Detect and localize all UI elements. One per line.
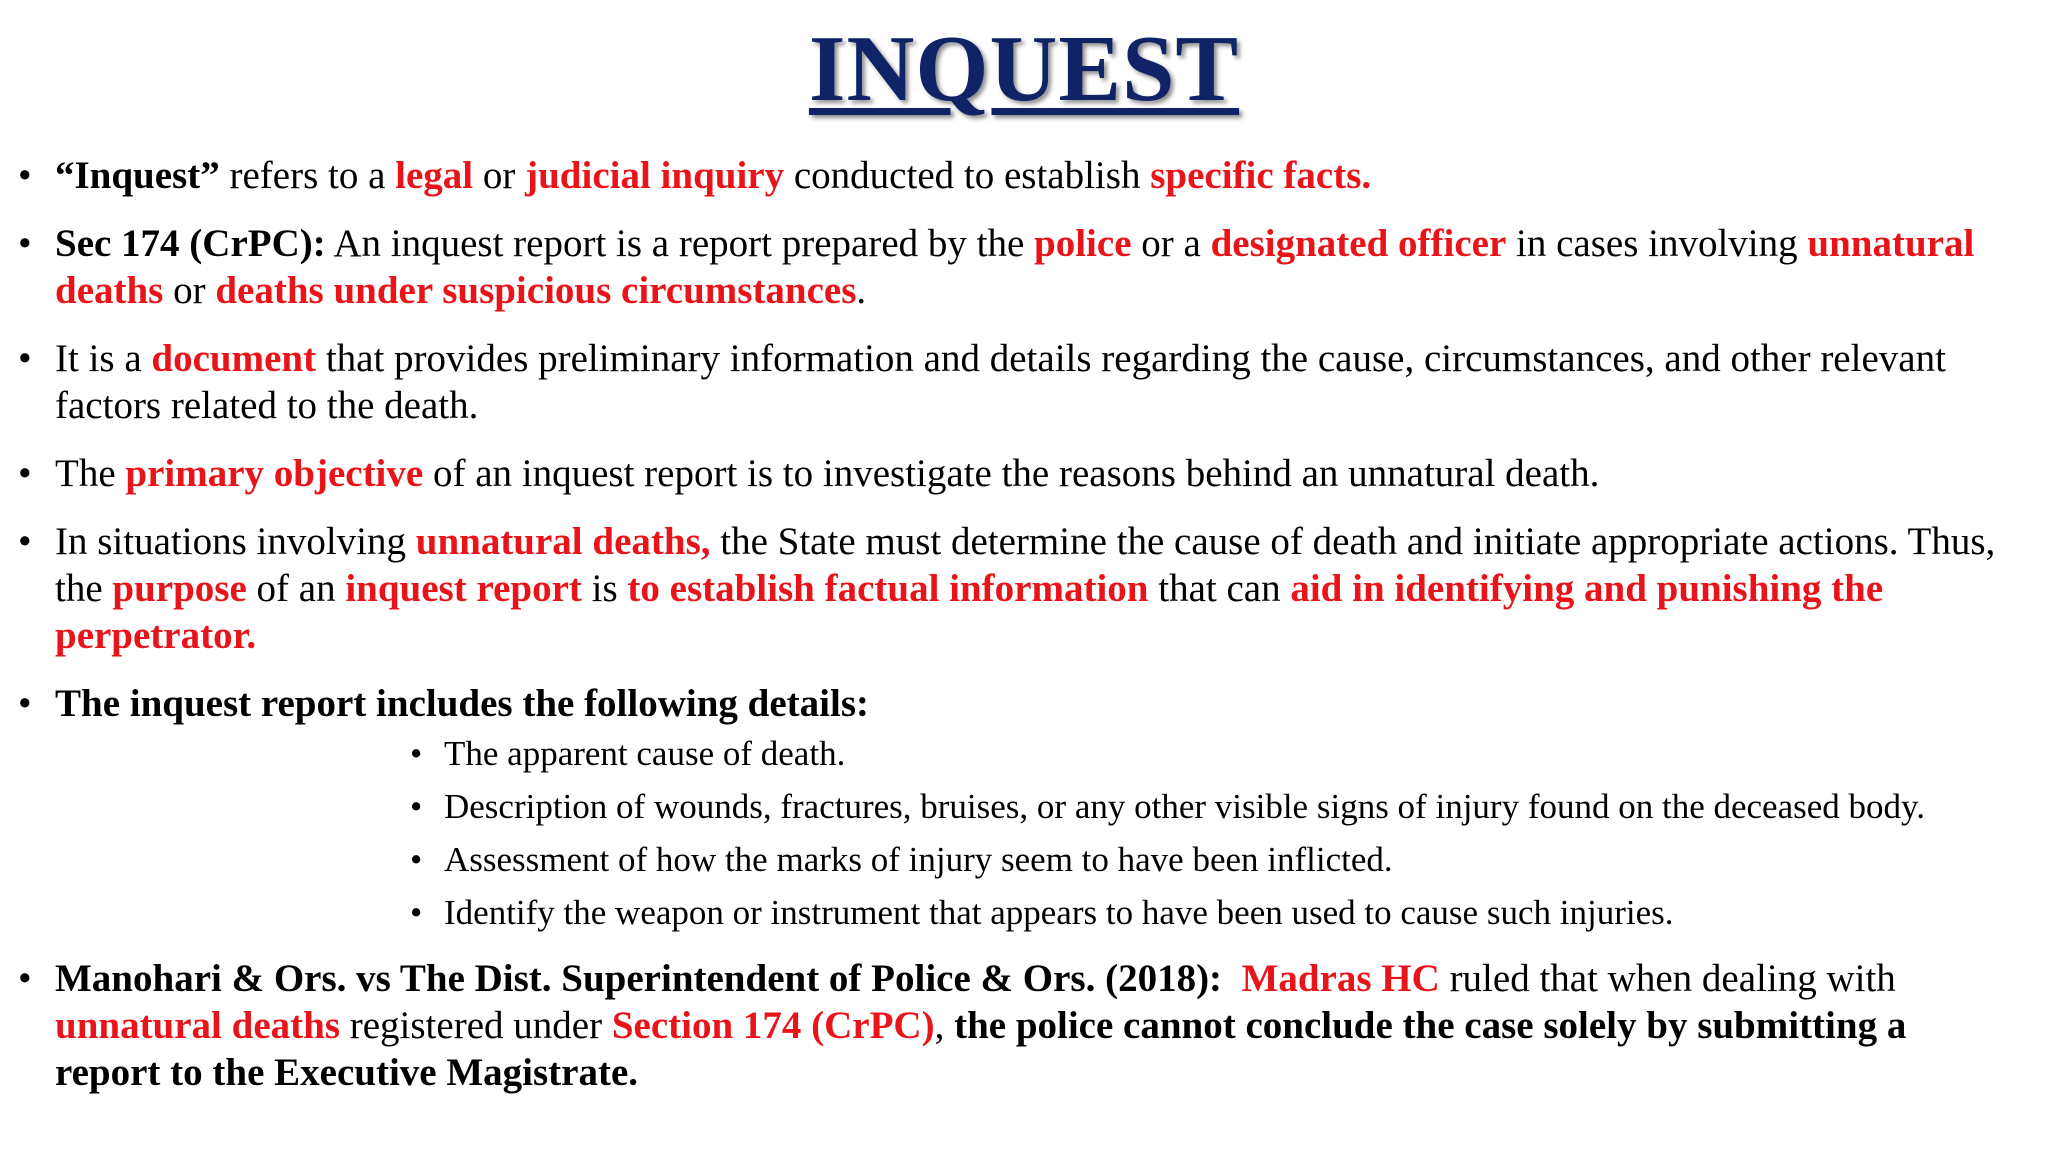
- text: ,: [934, 1004, 955, 1047]
- text: that provides preliminary information and details regarding the cause, circumstances, and other relevant factors related to the death.: [55, 337, 1946, 427]
- bullet-dot: •: [18, 957, 32, 1000]
- text: or a: [1131, 222, 1211, 265]
- sub-bullet-dot: •: [410, 734, 423, 773]
- highlight-factual-information: to establish factual information: [627, 567, 1149, 610]
- highlight-inquest-report: inquest report: [345, 567, 582, 610]
- sub-bullet-dot: •: [410, 787, 423, 826]
- highlight-unnatural-deaths: unnatural deaths: [55, 1004, 340, 1047]
- text: In situations involving: [55, 520, 416, 563]
- highlight-judicial-inquiry: judicial inquiry: [525, 154, 785, 197]
- highlight-suspicious-circumstances: deaths under suspicious circumstances: [215, 269, 857, 312]
- sub-bullet-dot: •: [410, 893, 423, 932]
- bullet-sec-174: [18, 220, 2015, 314]
- text: or: [473, 154, 526, 197]
- case-citation: Manohari & Ors. vs The Dist. Superintendent of Police & Ors. (2018):: [55, 957, 1223, 1000]
- term-inquest: “Inquest”: [55, 154, 220, 197]
- detail-text: Identify the weapon or instrument that appears to have been used to cause such injuries.: [444, 893, 1674, 932]
- bullet-document: [18, 335, 2015, 429]
- sub-bullet-dot: •: [410, 840, 423, 879]
- highlight-aid-identifying: aid in identifying and punishing the perpetrator.: [55, 567, 1884, 657]
- ruling-text: the police cannot conclude the case solely by submitting a report to the Executive Magistrate.: [55, 1004, 1907, 1094]
- highlight-legal: legal: [395, 154, 474, 197]
- text: .: [856, 269, 867, 312]
- detail-item: [410, 786, 2044, 828]
- bullet-dot: •: [18, 337, 32, 380]
- text: of an inquest report is to investigate the reasons behind an unnatural death.: [423, 452, 1600, 495]
- detail-item: [410, 733, 2044, 775]
- bullet-dot: •: [18, 682, 32, 725]
- highlight-purpose: purpose: [112, 567, 247, 610]
- detail-item: [410, 839, 2044, 881]
- text: The: [55, 452, 126, 495]
- detail-text: The apparent cause of death.: [444, 734, 846, 773]
- highlight-specific-facts: specific facts.: [1150, 154, 1372, 197]
- detail-text: Description of wounds, fractures, bruises, or any other visible signs of injury found on the deceased body.: [444, 787, 1926, 826]
- highlight-primary-objective: primary objective: [125, 452, 424, 495]
- text: conducted to establish: [784, 154, 1151, 197]
- highlight-designated-officer: designated officer: [1210, 222, 1507, 265]
- detail-item: [410, 892, 2044, 934]
- highlight-unnatural-deaths: unnatural deaths: [55, 222, 1975, 312]
- bullet-inquest-definition: [18, 152, 2015, 199]
- highlight-unnatural-deaths: unnatural deaths,: [415, 520, 711, 563]
- details-heading: The inquest report includes the following details:: [55, 682, 869, 725]
- text: ruled that when dealing with: [1439, 957, 1896, 1000]
- bullet-dot: •: [18, 154, 32, 197]
- highlight-police: police: [1034, 222, 1132, 265]
- highlight-section-174: Section 174 (CrPC): [611, 1004, 935, 1047]
- text: is: [581, 567, 628, 610]
- bullet-dot: •: [18, 222, 32, 265]
- bullet-primary-objective: [18, 450, 2015, 497]
- bullet-purpose: [18, 518, 2015, 659]
- title-text: INQUEST: [808, 17, 1240, 121]
- bullet-dot: •: [18, 452, 32, 495]
- text: the State must determine the cause of death and initiate appropriate actions. Thus, the: [55, 520, 1996, 610]
- highlight-document: document: [151, 337, 317, 380]
- bullet-list: [0, 152, 2048, 1117]
- text: [1222, 957, 1242, 1000]
- term-sec-174: Sec 174 (CrPC):: [55, 222, 326, 265]
- text: that can: [1148, 567, 1291, 610]
- text: in cases involving: [1506, 222, 1808, 265]
- text: refers to a: [219, 154, 396, 197]
- text: registered under: [340, 1004, 612, 1047]
- bullet-case-law: [18, 955, 2015, 1096]
- highlight-madras-hc: Madras HC: [1241, 957, 1440, 1000]
- text: of an: [246, 567, 346, 610]
- details-sub-list: [55, 733, 2015, 934]
- text: or: [163, 269, 216, 312]
- text: An inquest report is a report prepared by the: [325, 222, 1035, 265]
- bullet-dot: •: [18, 520, 32, 563]
- slide-title: [0, 14, 2048, 124]
- bullet-report-details: [18, 680, 2015, 934]
- detail-text: Assessment of how the marks of injury seem to have been inflicted.: [444, 840, 1393, 879]
- text: It is a: [55, 337, 152, 380]
